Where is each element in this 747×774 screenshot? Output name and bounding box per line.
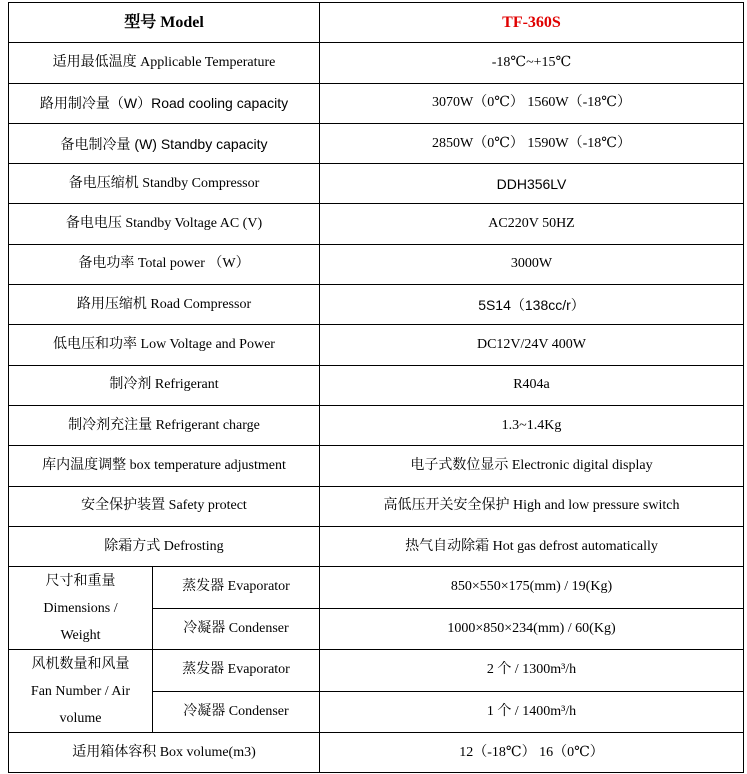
spec-label: 制冷剂 Refrigerant [9,365,320,405]
spec-row-standby-voltage [9,204,744,244]
model-label: 型号 Model [9,3,320,43]
dimensions-evaporator-label: 蒸发器 Evaporator [153,567,320,609]
fans-evaporator-value: 2 个 / 1300m³/h [320,650,744,692]
spec-value: DC12V/24V 400W [320,325,744,365]
spec-row-standby-capacity [9,123,744,163]
spec-row-road-cooling-capacity [9,83,744,123]
spec-row-refrigerant-charge [9,405,744,445]
spec-value: 5S14（138cc/r） [320,285,744,325]
spec-label: 库内温度调整 box temperature adjustment [9,446,320,486]
box-volume-label: 适用箱体容积 Box volume(m3) [9,733,320,773]
fans-label-en-2: volume [59,710,102,726]
spec-row-temperature-adjustment [9,446,744,486]
dimensions-label-en: Dimensions / [43,600,118,616]
spec-value: -18℃~+15℃ [320,43,744,83]
spec-value: R404a [320,365,744,405]
dimensions-condenser-label: 冷凝器 Condenser [153,608,320,650]
spec-value: 高低压开关安全保护 High and low pressure switch [320,486,744,526]
spec-label: 除霜方式 Defrosting [9,526,320,566]
spec-value: 1.3~1.4Kg [320,405,744,445]
spec-value: AC220V 50HZ [320,204,744,244]
fans-condenser-label: 冷凝器 Condenser [153,691,320,733]
spec-row-box-volume [9,733,744,773]
fans-condenser-value: 1 个 / 1400m³/h [320,691,744,733]
spec-row-total-power [9,244,744,284]
spec-label: 安全保护装置 Safety protect [9,486,320,526]
spec-row-fans-evaporator [9,650,744,692]
header-row [9,3,744,43]
fans-label-cn: 风机数量和风量 [31,656,130,672]
box-volume-value: 12（-18℃） 16（0℃） [320,733,744,773]
spec-row-road-compressor [9,285,744,325]
spec-label: 备电制冷量 (W) Standby capacity [9,123,320,163]
dimensions-weight-label [9,567,153,650]
spec-table [8,2,744,773]
spec-label: 备电压缩机 Standby Compressor [9,164,320,204]
dimensions-label-cn: 尺寸和重量 [45,573,116,589]
spec-value: 2850W（0℃） 1590W（-18℃） [320,123,744,163]
spec-value: DDH356LV [320,164,744,204]
spec-label: 制冷剂充注量 Refrigerant charge [9,405,320,445]
fans-label-en: Fan Number / Air [30,683,131,699]
spec-value: 3070W（0℃） 1560W（-18℃） [320,83,744,123]
spec-label: 低电压和功率 Low Voltage and Power [9,325,320,365]
spec-label: 备电功率 Total power （W） [9,244,320,284]
spec-value: 电子式数位显示 Electronic digital display [320,446,744,486]
spec-row-standby-compressor [9,164,744,204]
model-value: TF-360S [320,3,744,43]
fan-number-air-volume-label [9,650,153,733]
spec-label: 适用最低温度 Applicable Temperature [9,43,320,83]
spec-label: 路用制冷量（W）Road cooling capacity [9,83,320,123]
spec-row-safety-protect [9,486,744,526]
spec-label: 路用压缩机 Road Compressor [9,285,320,325]
spec-row-refrigerant [9,365,744,405]
spec-row-applicable-temperature [9,43,744,83]
dimensions-label-en-2: Weight [60,627,101,643]
dimensions-condenser-value: 1000×850×234(mm) / 60(Kg) [320,608,744,650]
spec-value: 3000W [320,244,744,284]
spec-row-dimensions-evaporator [9,567,744,609]
spec-value: 热气自动除霜 Hot gas defrost automatically [320,526,744,566]
spec-row-low-voltage-power [9,325,744,365]
dimensions-evaporator-value: 850×550×175(mm) / 19(Kg) [320,567,744,609]
fans-evaporator-label: 蒸发器 Evaporator [153,650,320,692]
spec-label: 备电电压 Standby Voltage AC (V) [9,204,320,244]
spec-row-defrosting [9,526,744,566]
